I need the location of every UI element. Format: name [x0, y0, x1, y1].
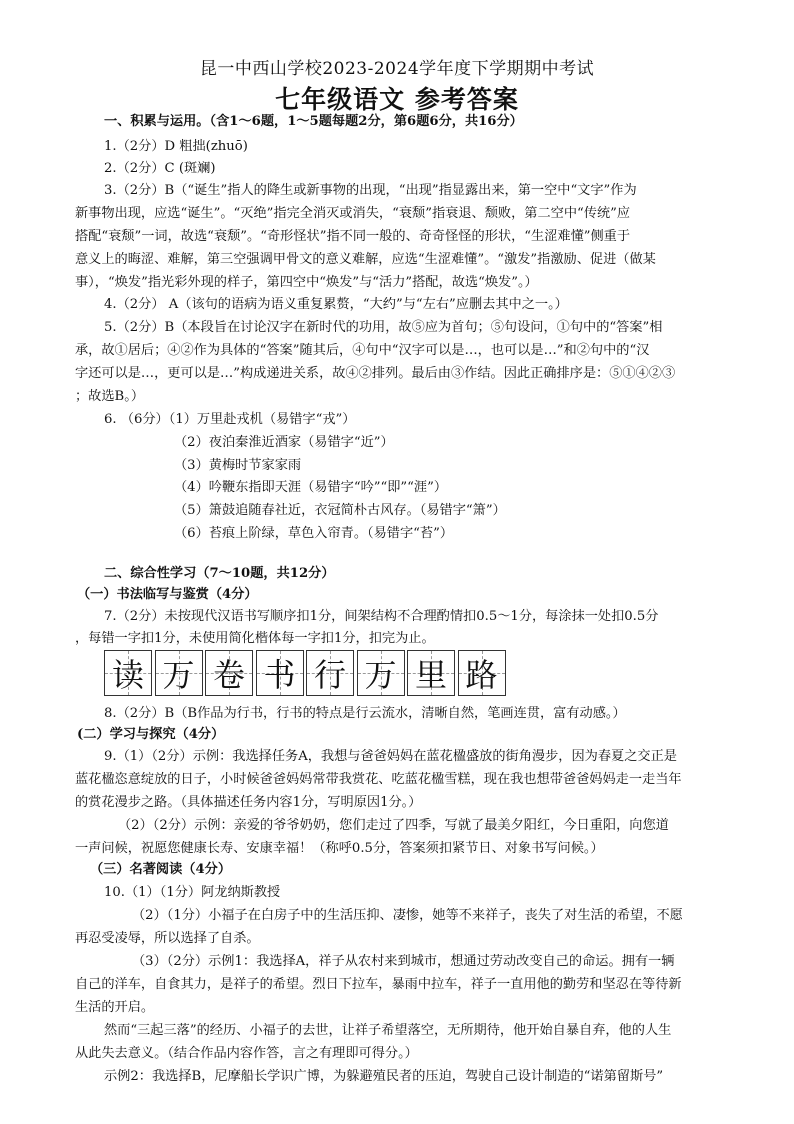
calligraphy-grid: [104, 650, 508, 696]
calligraphy-char: 路: [458, 650, 506, 696]
answer-1: 1.（2分）D 粗拙(zhuō): [104, 139, 248, 154]
answer-10-line: 生活的开启。: [75, 1000, 155, 1015]
document-title: 七年级语文 参考答案: [275, 85, 519, 114]
subsection-heading: （三）名著阅读（4分）: [90, 862, 232, 877]
answer-6-line: （2）夜泊秦淮近酒家（易错字“近”）: [174, 435, 394, 450]
calligraphy-char: 书: [256, 650, 304, 696]
answer-10-line: 示例2：我选择B，尼摩船长学识广博，为躲避殖民者的压迫，驾驶自己设计制造的“诺第留斯号”: [104, 1069, 664, 1084]
answer-6-line: 6. （6分）（1）万里赴戎机（易错字“戎”）: [104, 412, 356, 427]
answer-10-line: （2）（1分）小福子在白房子中的生活压抑、凄惨，她等不来祥子，丧失了对生活的希望，不愿: [132, 908, 683, 923]
answer-9-line: （2）（2分）示例：亲爱的爷爷奶奶，您们走过了四季，写就了最美夕阳红，今日重阳，向您道: [118, 818, 669, 833]
answer-5-line: ；故选B。）: [75, 389, 145, 404]
calligraphy-char: 卷: [205, 650, 253, 696]
answer-9-line: 9.（1）（2分）示例：我选择任务A，我想与爸爸妈妈在蓝花楹盛放的街角漫步，因为春夏之交正是: [104, 749, 677, 764]
answer-10-line: 自己的洋车，自食其力，是祥子的希望。烈日下拉车，暴雨中拉车，祥子一直用他的勤劳和坚忍在等待新: [75, 977, 682, 992]
answer-7-line: ，每错一字扣1分，未使用简化楷体每一字扣1分，扣完为止。: [75, 631, 435, 646]
answer-10-line: 10.（1）（1分）阿龙纳斯教授: [104, 885, 281, 900]
calligraphy-char: 里: [407, 650, 455, 696]
answer-3-line: 新事物出现，应选“诞生”。“灭绝”指完全消灭或消失，“衰颓”指衰退、颓败，第二空中“传统”应: [75, 206, 631, 221]
answer-6-line: （3）黄梅时节家家雨: [174, 458, 302, 473]
section-2-heading: 二、综合性学习（7～10题，共12分）: [104, 566, 335, 581]
answer-9-line: 的赏花漫步之路。（具体描述任务内容1分，写明原因1分。）: [75, 795, 422, 810]
answer-4: 4.（2分） A（该句的语病为语义重复累赘，“大约”与“左右”应删去其中之一。）: [104, 297, 568, 312]
answer-10-line: 从此失去意义。（结合作品内容作答，言之有理即可得分。）: [75, 1046, 418, 1061]
answer-10-line: （3）（2分）示例1：我选择A，祥子从农村来到城市，想通过劳动改变自己的命运。拥有一辆: [132, 954, 675, 969]
answer-9-line: 蓝花楹恣意绽放的日子，小时候爸爸妈妈常带我赏花、吃蓝花楹雪糕，现在我也想带爸爸妈妈走一走当年: [75, 772, 682, 787]
answer-10-line: 然而“三起三落”的经历、小福子的去世，让祥子希望落空，无所期待，他开始自暴自弃，他的人生: [104, 1023, 672, 1038]
calligraphy-char: 读: [104, 650, 152, 696]
school-title: 昆一中西山学校2023-2024学年度下学期期中考试: [199, 59, 595, 79]
answer-2: 2.（2分）C (斑斓): [104, 161, 216, 176]
subsection-heading: （一）书法临写与鉴赏（4分）: [77, 587, 258, 602]
answer-6-line: （4）吟鞭东指即天涯（易错字“吟”“即”“涯”）: [174, 480, 448, 495]
answer-3-line: 3.（2分）B（“诞生”指人的降生或新事物的出现，“出现”指显露出来，第一空中“文字”作为: [104, 183, 637, 198]
answer-5-line: 承，故①居后；④②作为具体的“答案”随其后，④句中“汉字可以是…，也可以是…”和②句中的“汉: [75, 343, 650, 358]
answer-3-line: 事），“焕发”指光彩外现的样子，第四空中“焕发”与“活力”搭配，故选“焕发”。）: [75, 275, 538, 290]
answer-7-line: 7.（2分）未按现代汉语书写顺序扣1分，间架结构不合理酌情扣0.5～1分，每涂抹一处扣0.5分: [104, 609, 659, 624]
answer-5-line: 5.（2分）B（本段旨在讨论汉字在新时代的功用，故⑤应为首句；⑤句设问，①句中的“答案”相: [104, 320, 663, 335]
answer-5-line: 字还可以是…，更可以是…”构成递进关系，故④②排列。最后由③作结。因此正确排序是：⑤①④②③: [75, 366, 676, 381]
calligraphy-char: 万: [155, 650, 203, 696]
calligraphy-char: 行: [306, 650, 354, 696]
answer-6-line: （6）苔痕上阶绿，草色入帘青。（易错字“苔”）: [174, 526, 454, 541]
answer-3-line: 意义上的晦涩、难解，第三空强调甲骨文的意义难解，应选“生涩难懂”。“激发”指激励、促进（做某: [75, 252, 656, 267]
calligraphy-char: 万: [357, 650, 405, 696]
section-1-heading: 一、积累与运用。（含1～6题，1～5题每题2分，第6题6分，共16分）: [104, 114, 523, 129]
answer-6-line: （5）箫鼓追随春社近，衣冠简朴古风存。（易错字“箫”）: [174, 503, 506, 518]
answer-8: 8.（2分）B（B作品为行书，行书的特点是行云流水，清晰自然，笔画连贯，富有动感。）: [104, 706, 626, 721]
subsection-heading: (二）学习与探究（4分）: [77, 727, 225, 742]
answer-3-line: 搭配“衰颓”一词，故选“衰颓”。“奇形怪状”指不同一般的、奇奇怪怪的形状，“生涩难懂”侧重于: [75, 229, 631, 244]
answer-9-line: 一声问候，祝愿您健康长寿、安康幸福！（称呼0.5分，答案须扣紧节日、对象书写问候。）: [75, 841, 604, 856]
answer-10-line: 再忍受凌辱，所以选择了自杀。: [75, 931, 260, 946]
